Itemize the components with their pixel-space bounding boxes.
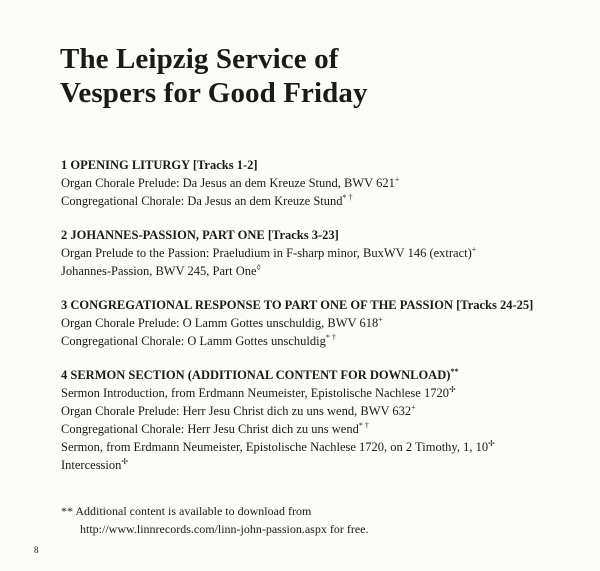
item-text: Sermon, from Erdmann Neumeister, Epistolische Nachlese 1720, on 2 Timothy, 1, 10 xyxy=(61,440,489,454)
list-item xyxy=(61,456,581,474)
section-heading-text: 4 SERMON SECTION (ADDITIONAL CONTENT FOR DOWNLOAD) xyxy=(61,368,451,382)
list-item xyxy=(61,438,581,456)
item-text: Sermon Introduction, from Erdmann Neumeister, Epistolische Nachlese 1720 xyxy=(61,386,449,400)
item-text: Congregational Chorale: Herr Jesu Christ dich zu uns wend xyxy=(61,422,359,436)
section-tracks: [Tracks 24-25] xyxy=(456,298,534,312)
section-sermon xyxy=(61,366,581,474)
item-mark: + xyxy=(471,244,477,254)
footnote-line-1: ** Additional content is available to download from xyxy=(61,504,312,518)
list-item xyxy=(61,332,581,350)
section-heading-text: 3 CONGREGATIONAL RESPONSE TO PART ONE OF THE PASSION xyxy=(61,298,454,312)
page-number: 8 xyxy=(34,545,39,555)
item-mark: ✢ xyxy=(448,384,456,394)
download-link[interactable]: http://www.linnrecords.com/linn-john-passion.aspx for free. xyxy=(80,522,369,536)
list-item xyxy=(61,314,581,332)
list-item xyxy=(61,262,581,280)
service-sections xyxy=(61,156,581,490)
section-heading xyxy=(61,156,581,174)
item-mark: ✢ xyxy=(121,456,129,466)
item-mark: * † xyxy=(358,420,369,430)
section-tracks: [Tracks 3-23] xyxy=(267,228,339,242)
list-item xyxy=(61,402,581,420)
section-tracks: ** xyxy=(450,366,459,376)
item-mark: ◊ xyxy=(256,262,261,272)
list-item xyxy=(61,384,581,402)
section-heading xyxy=(61,296,581,314)
download-footnote xyxy=(61,502,369,538)
list-item xyxy=(61,174,581,192)
section-heading-text: 1 OPENING LITURGY xyxy=(61,158,190,172)
item-mark: * † xyxy=(325,332,336,342)
section-opening-liturgy xyxy=(61,156,581,210)
item-text: Johannes-Passion, BWV 245, Part One xyxy=(61,264,257,278)
title-line-2: Vespers for Good Friday xyxy=(60,77,368,109)
section-tracks: [Tracks 1-2] xyxy=(192,158,258,172)
item-text: Organ Chorale Prelude: O Lamm Gottes unschuldig, BWV 618 xyxy=(61,316,379,330)
section-heading-text: 2 JOHANNES-PASSION, PART ONE xyxy=(61,228,265,242)
list-item xyxy=(61,244,581,262)
item-mark: + xyxy=(394,174,400,184)
section-congregational-response xyxy=(61,296,581,350)
item-text: Congregational Chorale: Da Jesus an dem Kreuze Stund xyxy=(61,194,343,208)
item-text: Organ Chorale Prelude: Da Jesus an dem Kreuze Stund, BWV 621 xyxy=(61,176,395,190)
item-mark: * † xyxy=(342,192,353,202)
section-johannes-passion-part-one xyxy=(61,226,581,280)
item-text: Intercession xyxy=(61,458,122,472)
item-text: Congregational Chorale: O Lamm Gottes unschuldig xyxy=(61,334,326,348)
list-item xyxy=(61,192,581,210)
section-heading xyxy=(61,226,581,244)
list-item xyxy=(61,420,581,438)
title-line-1: The Leipzig Service of xyxy=(60,43,339,75)
item-text: Organ Chorale Prelude: Herr Jesu Christ dich zu uns wend, BWV 632 xyxy=(61,404,412,418)
item-mark: ✢ xyxy=(488,438,495,448)
item-mark: + xyxy=(378,314,383,324)
item-mark: + xyxy=(411,402,416,412)
page-title xyxy=(60,42,368,110)
section-heading xyxy=(61,366,581,384)
item-text: Organ Prelude to the Passion: Praeludium in F-sharp minor, BuxWV 146 (extract) xyxy=(61,246,472,260)
